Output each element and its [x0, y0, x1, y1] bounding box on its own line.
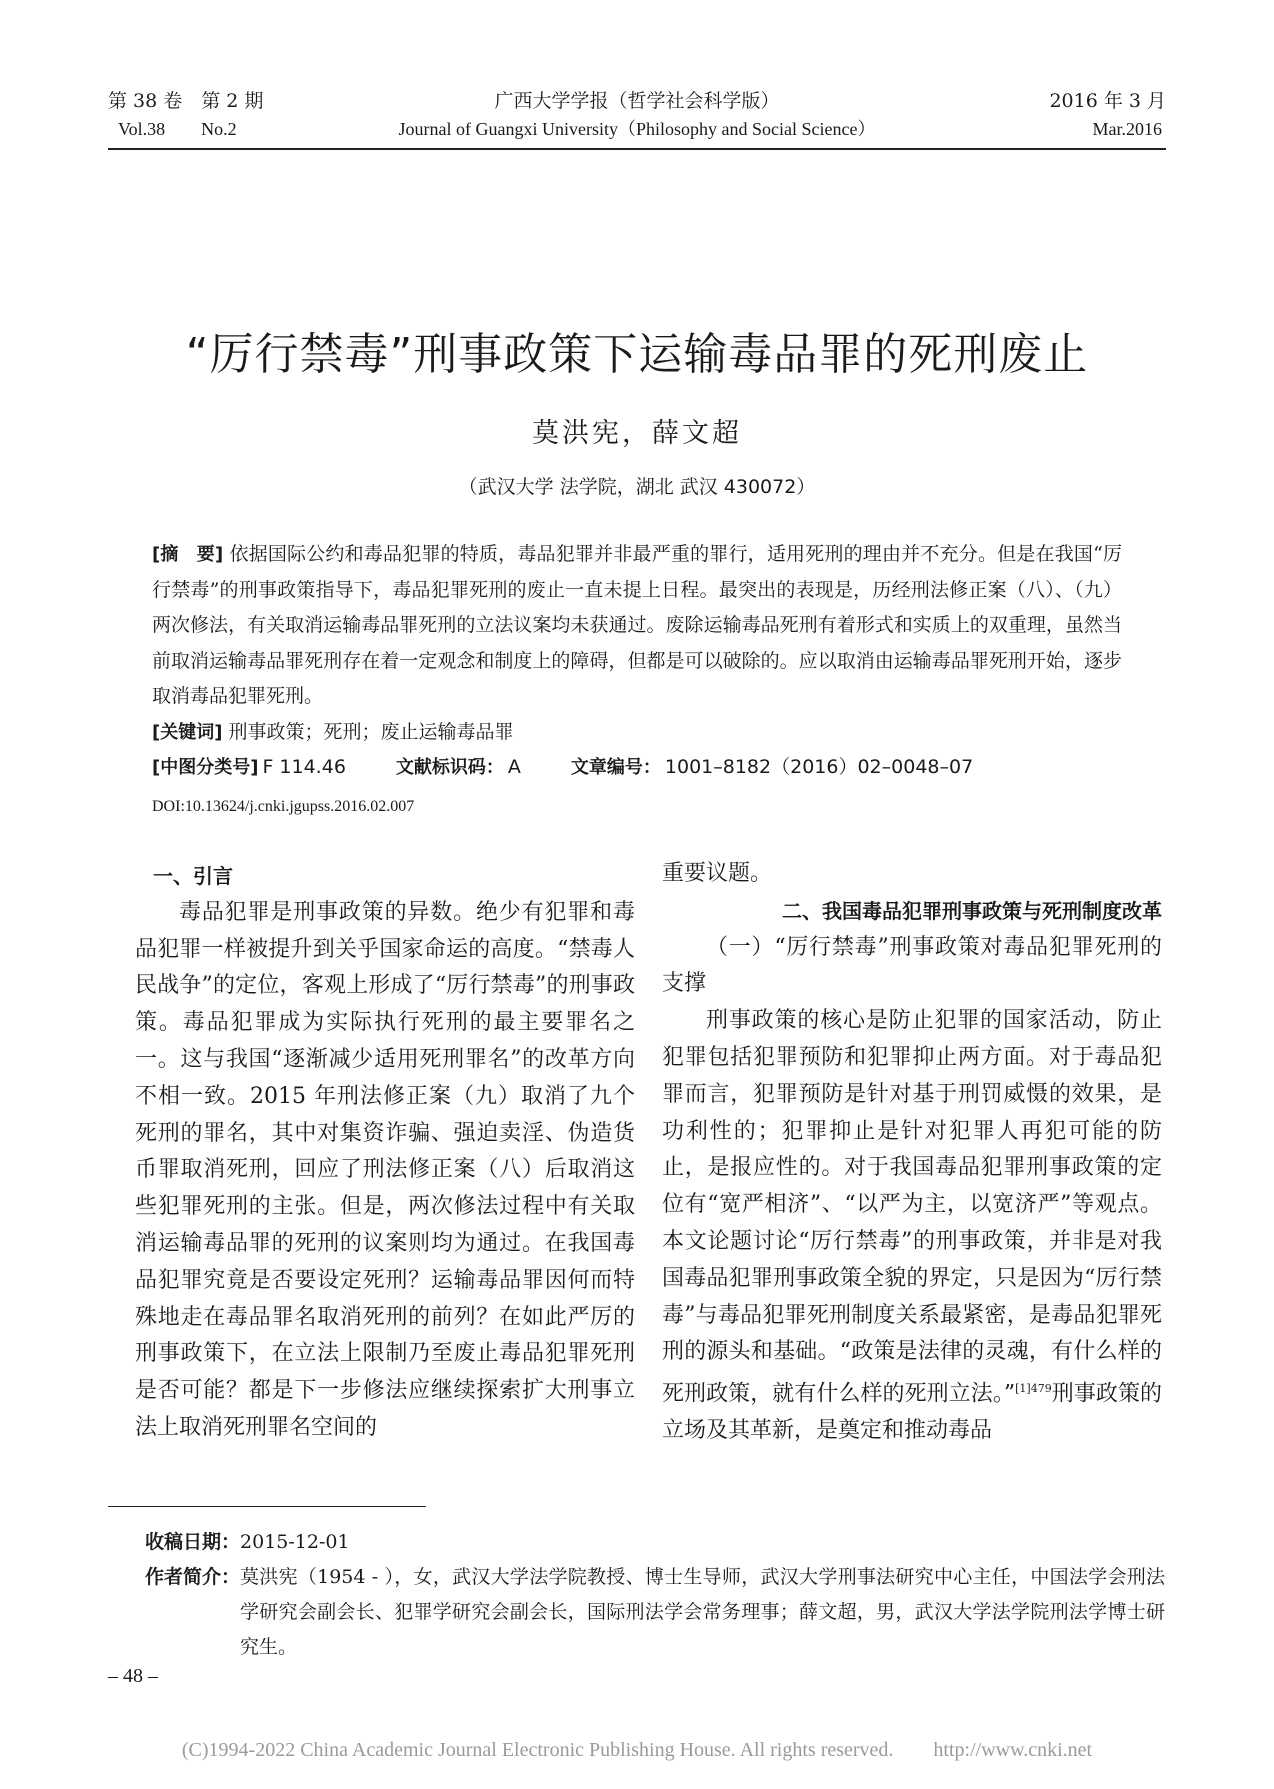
bio-label: 作者简介：: [145, 1566, 241, 1588]
subsection-heading-1: （一）“厉行禁毒”刑事政策对毒品犯罪死刑的支撑: [662, 934, 1162, 997]
policy-paragraph-text: 刑事政策的核心是防止犯罪的国家活动，防止犯罪包括犯罪预防和犯罪抑止两方面。对于毒品犯罪而言，犯罪预防是针对基于刑罚威慑的效果，是功利性的；犯罪抑止是针对犯罪人再犯可能的防止，是报应性的。对于我国毒品犯罪刑事政策的定位有“宽严相济”、“以严为主，以宽济严”等观点。本文论题讨论“厉行禁毒”的刑事政策，并非是对我国毒品犯罪刑事政策全貌的界定，只是因为“厉行禁毒”与毒品犯罪死刑制度关系最紧密，是毒品犯罪死刑的源头和基础。“政策是法律的灵魂，有什么样的死刑政策，就有什么样的死刑立法。”: [662, 1008, 1162, 1407]
doi: DOI:10.13624/j.cnki.jgupss.2016.02.007: [152, 798, 415, 815]
classification-line: [152, 750, 1122, 786]
bio-value: 莫洪宪（1954 - ），女，武汉大学法学院教授、博士生导师，武汉大学刑事法研究中心主任，中国法学会刑法学研究会副会长、犯罪学研究会副会长，国际刑法学会常务理事；薛文超，男，武汉大学法学院刑法学博士研究生。: [240, 1566, 1165, 1658]
clc-value: F 114.46: [262, 756, 346, 778]
affiliation: （武汉大学 法学院，湖北 武汉 430072）: [458, 476, 816, 498]
right-column: [662, 856, 1162, 1450]
article-number-value: 1001–8182（2016）02–0048–07: [664, 756, 974, 778]
intro-paragraph: 毒品犯罪是刑事政策的异数。绝少有犯罪和毒品犯罪一样被提升到关乎国家命运的高度。“禁毒人民战争”的定位，客观上形成了“厉行禁毒”的刑事政策。毒品犯罪成为实际执行死刑的最主要罪名之一。这与我国“逐渐减少适用死刑罪名”的改革方向不相一致。2015 年刑法修正案（九）取消了九个死刑的罪名，其中对集资诈骗、强迫卖淫、伪造货币罪取消死刑，回应了刑法修正案（八）后取消这些犯罪死刑的主张。但是，两次修法过程中有关取消运输毒品罪的死刑的议案则均为通过。在我国毒品犯罪究竟是否要设定死刑？运输毒品罪因何而特殊地走在毒品罪名取消死刑的前列？在如此严厉的刑事政策下，在立法上限制乃至废止毒品犯罪死刑是否可能？都是下一步修法应继续探索扩大刑事立法上取消死刑罪名空间的: [135, 899, 635, 1440]
footnote-rule: [108, 1506, 426, 1507]
abstract-label: [摘 要]: [152, 544, 224, 565]
issue-date-cn: 2016 年 3 月: [1049, 90, 1166, 112]
left-column: [135, 858, 635, 1447]
journal-name-cn: 广西大学学报（哲学社会科学版）: [494, 90, 780, 112]
continued-text: 重要议题。: [662, 861, 773, 886]
keywords-text: 刑事政策；死刑；废止运输毒品罪: [228, 720, 514, 743]
volume-en: Vol.38 No.2: [118, 119, 237, 139]
article-number-label: 文章编号：: [570, 757, 661, 778]
received-date: [145, 1525, 1165, 1560]
abstract-block: [152, 537, 1122, 786]
copyright-footer: (C)1994-2022 China Academic Journal Electronic Publishing House. All rights reserved. http://www.cnki.net: [181, 1739, 1093, 1761]
page-number: – 48 –: [108, 1665, 158, 1687]
authors: 莫洪宪，薛文超: [532, 418, 742, 449]
abstract: [152, 537, 1122, 715]
section-heading-2: 二、我国毒品犯罪刑事政策与死刑制度改革: [782, 898, 1162, 923]
header-rule: [108, 148, 1166, 150]
received-label: 收稿日期：: [145, 1531, 241, 1553]
policy-paragraph-end: 刑事政策的立场及其革新，是奠定和推动毒品: [662, 1381, 1162, 1444]
clc-label: [中图分类号]: [152, 757, 259, 778]
abstract-text: 依据国际公约和毒品犯罪的特质，毒品犯罪并非最严重的罪行，适用死刑的理由并不充分。但是在我国“厉行禁毒”的刑事政策指导下，毒品犯罪死刑的废止一直未提上日程。最突出的表现是，历经刑法修正案（八）、（九）两次修法，有关取消运输毒品罪死刑的立法议案均未获通过。废除运输毒品死刑有着形式和实质上的双重理，虽然当前取消运输毒品罪死刑存在着一定观念和制度上的障碍，但都是可以破除的。应以取消由运输毒品罪死刑开始，逐步取消毒品犯罪死刑。: [152, 543, 1123, 707]
section-heading-intro: 一、引言: [153, 864, 233, 888]
doc-code-label: 文献标识码：: [395, 757, 504, 778]
keywords-label: [关键词]: [152, 721, 223, 743]
author-bio: [145, 1560, 1165, 1665]
issue-date-en: Mar.2016: [1092, 119, 1162, 139]
journal-name-en: Journal of Guangxi University（Philosophy and Social Science）: [398, 119, 876, 139]
citation: [1]479: [1015, 1382, 1052, 1396]
received-value: 2015-12-01: [240, 1531, 350, 1553]
volume-cn: 第 38 卷 第 2 期: [108, 90, 264, 112]
paper-title: “厉行禁毒”刑事政策下运输毒品罪的死刑废止: [185, 329, 1089, 380]
keywords: [152, 715, 1122, 751]
footnote: [145, 1525, 1165, 1665]
doc-code-value: A: [507, 756, 521, 778]
policy-paragraph: [662, 1003, 1162, 1450]
